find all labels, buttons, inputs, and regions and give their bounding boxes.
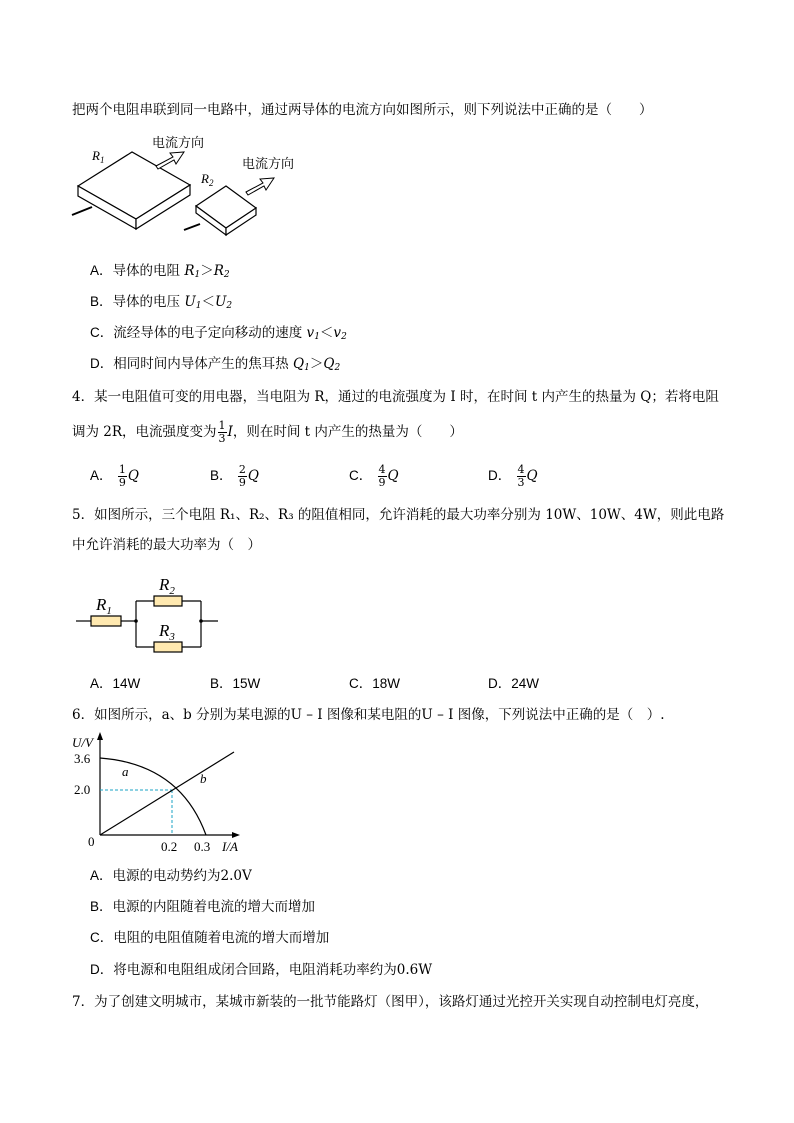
- q5-option-d[interactable]: D．24W: [488, 676, 540, 691]
- q6-curve-b-label: b: [200, 771, 207, 786]
- q5-r1-label: $R_1$: [96, 595, 112, 617]
- q3-option-b[interactable]: B．导体的电压 $U_1<U_2$: [90, 294, 233, 311]
- q5-circuit-figure: [74, 568, 224, 658]
- q6-option-c[interactable]: C．电阻的电阻值随着电流的增大而增加: [90, 930, 330, 946]
- q6-stem: 6．如图所示，a、b 分别为某电源的U – I 图像和某电阻的U – I 图像，下列说法中正确的是（ ）.: [72, 707, 665, 723]
- q3-arrow1-label: 电流方向: [152, 135, 205, 150]
- q5-option-b[interactable]: B．15W: [210, 676, 261, 691]
- q4-stem-line2: 调为 2R，电流强度变为 $\frac{1}{3}$ I，则在时间 t 内产生的热量为（ ）: [72, 419, 463, 445]
- q3-option-d[interactable]: D．相同时间内导体产生的焦耳热 $Q_1>Q_2$: [90, 356, 341, 373]
- q5-r3-label: $R_3$: [159, 621, 175, 643]
- q6-x-tick-0.2: 0.2: [161, 839, 178, 854]
- q5-stem-line2: 中允许消耗的最大功率为（ ）: [72, 537, 261, 553]
- q4-option-d[interactable]: D． $\frac{4}{3}$ Q: [488, 463, 538, 489]
- q4-fraction: $\frac{1}{3}$: [218, 419, 226, 445]
- q3-resistor-figure: [70, 130, 310, 245]
- q6-ui-graph: [70, 730, 260, 855]
- q4-option-a[interactable]: A． $\frac{1}{9}$ Q: [90, 463, 139, 489]
- q3-r1-label: $R_1$: [92, 148, 105, 165]
- q4-stem-line1: 4．某一电阻值可变的用电器，当电阻为 R，通过的电流强度为 I 时，在时间 t 内产生的热量为 Q；若将电阻: [72, 389, 719, 405]
- q6-y-tick-3.6: 3.6: [74, 751, 91, 766]
- q6-x-tick-0.3: 0.3: [194, 839, 211, 854]
- q5-option-c[interactable]: C．18W: [349, 676, 401, 691]
- q3-stem: 把两个电阻串联到同一电路中，通过两导体的电流方向如图所示，则下列说法中正确的是（ ）: [72, 102, 653, 118]
- q6-option-d[interactable]: D．将电源和电阻组成闭合回路，电阻消耗功率约为0.6W: [90, 962, 433, 978]
- q5-r2-label: $R_2$: [159, 575, 175, 597]
- q4-option-b[interactable]: B． $\frac{2}{9}$ Q: [210, 463, 259, 489]
- q5-stem-line1: 5．如图所示，三个电阻 R₁、R₂、R₃ 的阻值相同，允许消耗的最大功率分别为 10W、10W、4W，则此电路: [72, 507, 725, 523]
- q7-stem: 7．为了创建文明城市，某城市新装的一批节能路灯（图甲），该路灯通过光控开关实现自动控制电灯亮度，: [72, 994, 709, 1010]
- q4-option-c[interactable]: C． $\frac{4}{9}$ Q: [349, 463, 399, 489]
- q3-option-a[interactable]: A．导体的电阻 $R_1>R_2$: [90, 263, 230, 280]
- q6-option-b[interactable]: B．电源的内阻随着电流的增大而增加: [90, 899, 316, 915]
- q6-curve-a-label: a: [122, 764, 129, 779]
- q6-x-axis-label: I/A: [222, 839, 238, 854]
- q6-y-tick-2.0: 2.0: [74, 782, 91, 797]
- q3-arrow2-label: 电流方向: [242, 156, 295, 171]
- q5-option-a[interactable]: A．14W: [90, 676, 141, 691]
- q3-r2-label: $R_2$: [201, 171, 214, 188]
- q6-origin-label: 0: [88, 834, 95, 849]
- q6-y-axis-label: U/V: [72, 735, 93, 750]
- q3-option-c[interactable]: C．流经导体的电子定向移动的速度 $v_1<v_2$: [90, 325, 347, 342]
- q6-option-a[interactable]: A．电源的电动势约为2.0V: [90, 868, 252, 884]
